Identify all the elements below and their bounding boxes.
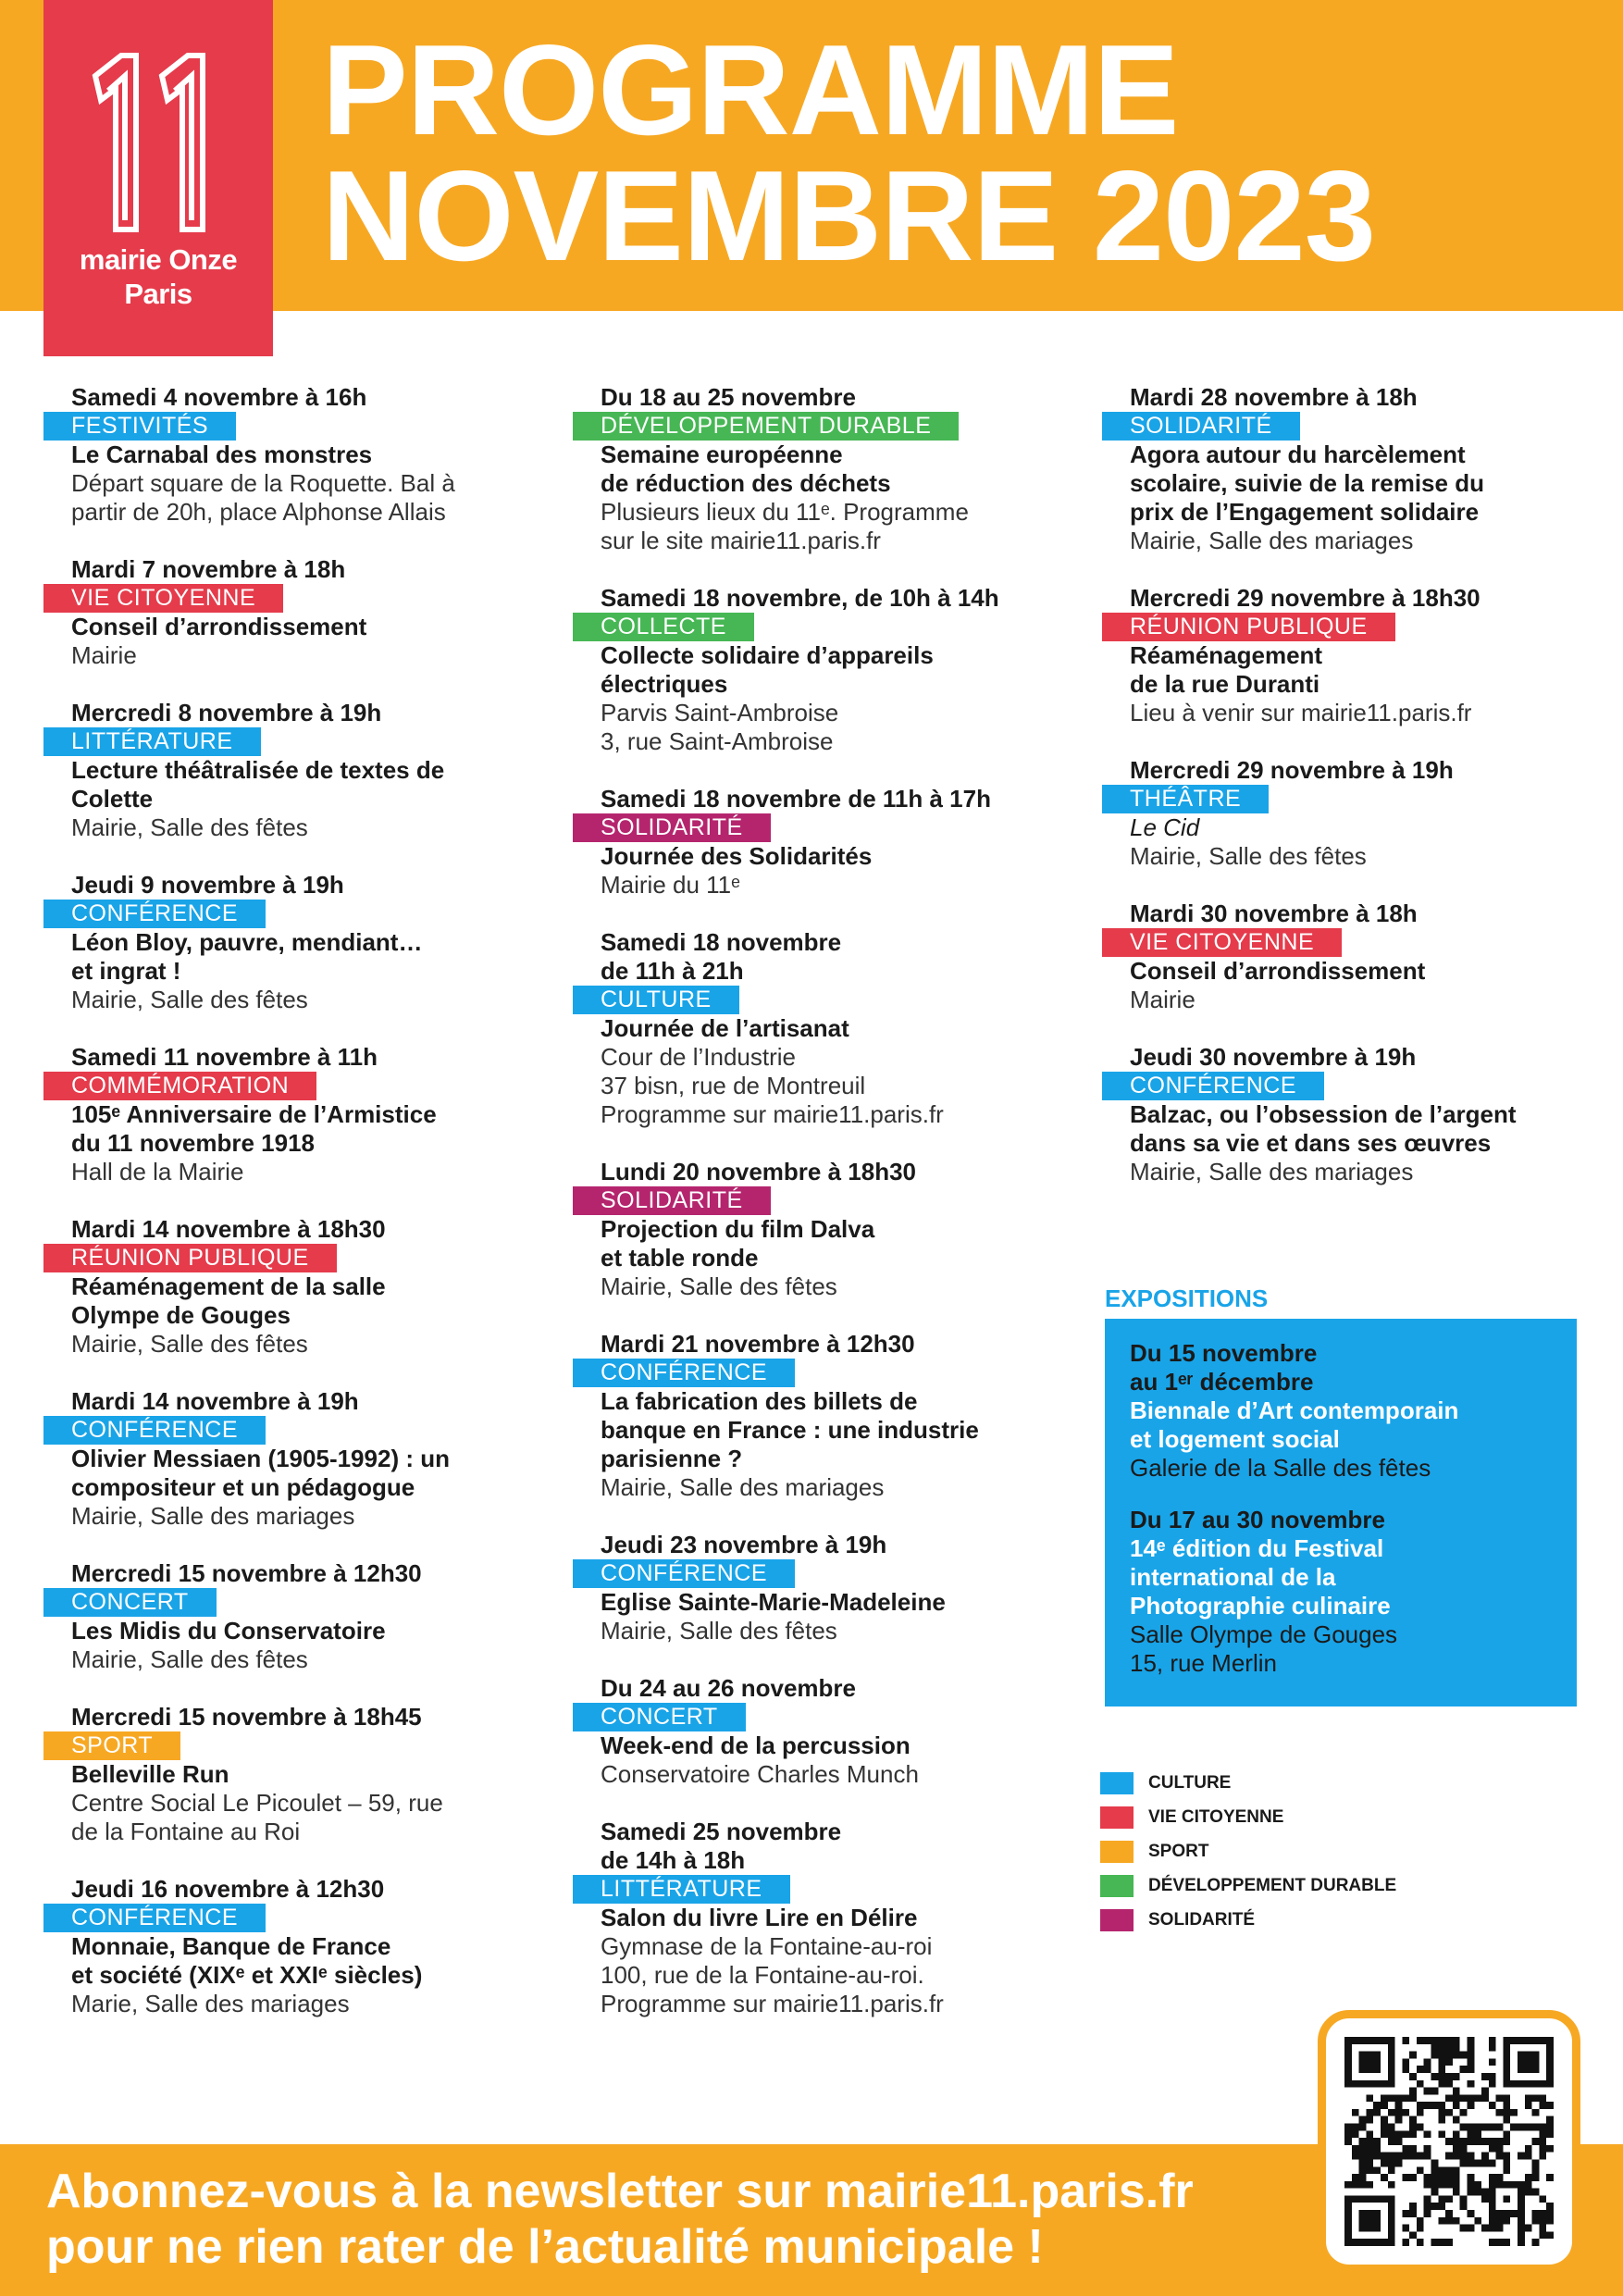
event-place: Cour de l’Industrie bbox=[601, 1043, 796, 1071]
event-place: Marie, Salle des mariages bbox=[71, 1990, 350, 2017]
exposition-date: Du 15 novembre bbox=[1130, 1339, 1318, 1367]
exposition-date: au 1ᵉʳ décembre bbox=[1130, 1368, 1314, 1396]
event-date: Samedi 18 novembre de 11h à 17h bbox=[601, 785, 991, 813]
event-item bbox=[71, 1875, 589, 2018]
newsletter-line-1: Abonnez-vous à la newsletter sur mairie11.paris.fr bbox=[46, 2165, 1194, 2218]
legend-swatch bbox=[1100, 1909, 1134, 1931]
event-place: Mairie du 11ᵉ bbox=[601, 871, 740, 899]
event-place: 100, rue de la Fontaine-au-roi. bbox=[601, 1961, 924, 1989]
mairie-logo bbox=[43, 0, 273, 356]
event-item bbox=[71, 1703, 589, 1846]
exposition-item bbox=[1130, 1506, 1552, 1678]
event-place: partir de 20h, place Alphonse Allais bbox=[71, 498, 446, 526]
category-tag: SOLIDARITÉ bbox=[573, 1186, 771, 1215]
category-tag: THÉÂTRE bbox=[1102, 785, 1269, 813]
event-title: Colette bbox=[71, 785, 154, 813]
legend-swatch bbox=[1100, 1772, 1134, 1794]
event-title: Le Cid bbox=[1130, 813, 1200, 841]
newsletter-text[interactable] bbox=[46, 2164, 1194, 2275]
event-title: banque en France : une industrie bbox=[601, 1416, 979, 1444]
event-item bbox=[71, 555, 589, 670]
event-date: Samedi 18 novembre bbox=[601, 928, 842, 956]
event-place: de la Fontaine au Roi bbox=[71, 1818, 301, 1845]
legend-label: CULTURE bbox=[1148, 1772, 1232, 1793]
category-tag: CONFÉRENCE bbox=[43, 900, 266, 928]
expositions-box bbox=[1105, 1319, 1577, 1706]
event-place: 3, rue Saint-Ambroise bbox=[601, 727, 834, 755]
category-tag: CULTURE bbox=[573, 986, 739, 1014]
event-item bbox=[601, 1674, 1119, 1789]
event-item bbox=[601, 785, 1119, 900]
event-item bbox=[601, 1531, 1119, 1645]
event-title: Belleville Run bbox=[71, 1760, 229, 1788]
event-title: et table ronde bbox=[601, 1244, 759, 1272]
event-place: Mairie, Salle des fêtes bbox=[601, 1617, 837, 1644]
event-date: Jeudi 30 novembre à 19h bbox=[1130, 1043, 1417, 1071]
legend-label: VIE CITOYENNE bbox=[1148, 1806, 1284, 1827]
logo-11-icon bbox=[90, 48, 229, 233]
events-column-3 bbox=[1130, 383, 1623, 1215]
event-date: Mardi 14 novembre à 19h bbox=[71, 1387, 359, 1415]
exposition-place: 15, rue Merlin bbox=[1130, 1649, 1277, 1677]
event-title: Week-end de la percussion bbox=[601, 1731, 911, 1759]
event-place: Mairie, Salle des mariages bbox=[71, 1502, 355, 1530]
event-date: Jeudi 23 novembre à 19h bbox=[601, 1531, 887, 1558]
event-date: Samedi 4 novembre à 16h bbox=[71, 383, 367, 411]
event-title: et ingrat ! bbox=[71, 957, 181, 985]
exposition-title: international de la bbox=[1130, 1563, 1336, 1591]
category-tag: VIE CITOYENNE bbox=[43, 584, 283, 613]
logo-line-1: mairie Onze bbox=[79, 243, 238, 276]
title-line-1: PROGRAMME bbox=[322, 19, 1179, 162]
event-title: Les Midis du Conservatoire bbox=[71, 1617, 386, 1644]
event-place: Hall de la Mairie bbox=[71, 1158, 244, 1185]
category-tag: SPORT bbox=[43, 1731, 180, 1760]
event-title: Eglise Sainte-Marie-Madeleine bbox=[601, 1588, 946, 1616]
exposition-date: Du 17 au 30 novembre bbox=[1130, 1506, 1385, 1533]
event-title: Le Carnabal des monstres bbox=[71, 441, 373, 468]
event-place: Mairie, Salle des fêtes bbox=[71, 1645, 308, 1673]
events-column-1 bbox=[71, 383, 589, 2047]
event-title: Collecte solidaire d’appareils bbox=[601, 641, 934, 669]
event-place: Mairie, Salle des fêtes bbox=[71, 813, 308, 841]
category-tag: SOLIDARITÉ bbox=[573, 813, 771, 842]
exposition-place: Galerie de la Salle des fêtes bbox=[1130, 1454, 1431, 1482]
event-date: Mercredi 15 novembre à 18h45 bbox=[71, 1703, 422, 1731]
event-title: compositeur et un pédagogue bbox=[71, 1473, 415, 1501]
event-date: Mardi 7 novembre à 18h bbox=[71, 555, 346, 583]
event-item bbox=[601, 1158, 1119, 1301]
newsletter-line-2: pour ne rien rater de l’actualité municipale ! bbox=[46, 2220, 1044, 2274]
event-item bbox=[601, 1330, 1119, 1502]
events-column-2 bbox=[601, 383, 1119, 2047]
event-date: Mercredi 8 novembre à 19h bbox=[71, 699, 382, 726]
event-date: Lundi 20 novembre à 18h30 bbox=[601, 1158, 917, 1185]
event-date: Jeudi 9 novembre à 19h bbox=[71, 871, 344, 899]
event-item bbox=[1130, 900, 1623, 1014]
category-tag: CONFÉRENCE bbox=[1102, 1072, 1324, 1100]
event-place: Mairie, Salle des fêtes bbox=[1130, 842, 1367, 870]
event-date: Samedi 18 novembre, de 10h à 14h bbox=[601, 584, 999, 612]
event-place: Mairie, Salle des fêtes bbox=[71, 986, 308, 1013]
event-place: Plusieurs lieux du 11ᵉ. Programme bbox=[601, 498, 969, 526]
legend-label: SPORT bbox=[1148, 1841, 1209, 1861]
event-place: Mairie bbox=[71, 641, 137, 669]
category-tag: CONFÉRENCE bbox=[573, 1359, 795, 1387]
page-title bbox=[322, 19, 1376, 288]
category-tag: LITTÉRATURE bbox=[573, 1875, 790, 1904]
legend-item bbox=[1100, 1834, 1396, 1868]
legend-label: DÉVELOPPEMENT DURABLE bbox=[1148, 1875, 1397, 1895]
event-title: Conseil d’arrondissement bbox=[1130, 957, 1426, 985]
event-title: Balzac, ou l’obsession de l’argent bbox=[1130, 1100, 1517, 1128]
event-item bbox=[71, 1215, 589, 1359]
event-title: Salon du livre Lire en Délire bbox=[601, 1904, 918, 1931]
event-title: de réduction des déchets bbox=[601, 469, 891, 497]
event-title: La fabrication des billets de bbox=[601, 1387, 918, 1415]
event-title: et société (XIXᵉ et XXIᵉ siècles) bbox=[71, 1961, 423, 1989]
category-tag: CONFÉRENCE bbox=[43, 1416, 266, 1445]
event-date: Samedi 25 novembre bbox=[601, 1818, 842, 1845]
event-title: Conseil d’arrondissement bbox=[71, 613, 367, 640]
legend-item bbox=[1100, 1800, 1396, 1834]
event-place: Mairie, Salle des fêtes bbox=[601, 1272, 837, 1300]
event-date: Du 24 au 26 novembre bbox=[601, 1674, 856, 1702]
category-tag: COLLECTE bbox=[573, 613, 754, 641]
event-place: Conservatoire Charles Munch bbox=[601, 1760, 919, 1788]
event-item bbox=[601, 584, 1119, 756]
qr-code-icon bbox=[1344, 2037, 1554, 2246]
event-title: 105ᵉ Anniversaire de l’Armistice bbox=[71, 1100, 437, 1128]
event-date: Mercredi 15 novembre à 12h30 bbox=[71, 1559, 422, 1587]
event-title: Journée de l’artisanat bbox=[601, 1014, 849, 1042]
event-title: Réaménagement bbox=[1130, 641, 1323, 669]
event-place: Programme sur mairie11.paris.fr bbox=[601, 1100, 944, 1128]
event-place: Mairie, Salle des mariages bbox=[1130, 527, 1414, 554]
event-item bbox=[1130, 1043, 1623, 1186]
title-line-2: NOVEMBRE 2023 bbox=[322, 144, 1376, 288]
event-date: Mardi 14 novembre à 18h30 bbox=[71, 1215, 386, 1243]
exposition-title: Photographie culinaire bbox=[1130, 1592, 1391, 1620]
event-date: Samedi 11 novembre à 11h bbox=[71, 1043, 378, 1071]
event-place: Centre Social Le Picoulet – 59, rue bbox=[71, 1789, 443, 1817]
legend-swatch bbox=[1100, 1841, 1134, 1863]
category-tag: RÉUNION PUBLIQUE bbox=[43, 1244, 337, 1272]
event-item bbox=[601, 928, 1119, 1129]
event-title: de la rue Duranti bbox=[1130, 670, 1320, 698]
event-date: Mardi 21 novembre à 12h30 bbox=[601, 1330, 915, 1358]
event-title: Olympe de Gouges bbox=[71, 1301, 291, 1329]
event-place: Mairie bbox=[1130, 986, 1196, 1013]
category-tag: CONFÉRENCE bbox=[573, 1559, 795, 1588]
category-tag: LITTÉRATURE bbox=[43, 727, 261, 756]
category-tag: DÉVELOPPEMENT DURABLE bbox=[573, 412, 959, 441]
event-item bbox=[71, 871, 589, 1014]
event-item bbox=[1130, 383, 1623, 555]
event-title: parisienne ? bbox=[601, 1445, 743, 1472]
event-title: prix de l’Engagement solidaire bbox=[1130, 498, 1480, 526]
event-title: Réaménagement de la salle bbox=[71, 1272, 386, 1300]
legend-swatch bbox=[1100, 1806, 1134, 1829]
event-place: Mairie, Salle des fêtes bbox=[71, 1330, 308, 1358]
logo-text bbox=[43, 242, 273, 311]
event-title: dans sa vie et dans ses œuvres bbox=[1130, 1129, 1492, 1157]
legend-item bbox=[1100, 1766, 1396, 1800]
category-tag: SOLIDARITÉ bbox=[1102, 412, 1300, 441]
category-tag: VIE CITOYENNE bbox=[1102, 928, 1342, 957]
category-tag: COMMÉMORATION bbox=[43, 1072, 316, 1100]
event-date: Du 18 au 25 novembre bbox=[601, 383, 856, 411]
event-place: Mairie, Salle des mariages bbox=[1130, 1158, 1414, 1185]
legend-item bbox=[1100, 1903, 1396, 1937]
event-date-cont: de 14h à 18h bbox=[601, 1846, 746, 1874]
event-place: sur le site mairie11.paris.fr bbox=[601, 527, 881, 554]
legend-item bbox=[1100, 1868, 1396, 1903]
qr-code[interactable] bbox=[1318, 2010, 1580, 2273]
event-item bbox=[71, 1559, 589, 1674]
event-date: Jeudi 16 novembre à 12h30 bbox=[71, 1875, 385, 1903]
event-item bbox=[1130, 756, 1623, 871]
expositions-heading: EXPOSITIONS bbox=[1105, 1285, 1269, 1312]
exposition-title: 14ᵉ édition du Festival bbox=[1130, 1534, 1384, 1562]
event-item bbox=[1130, 584, 1623, 727]
event-place: Gymnase de la Fontaine-au-roi bbox=[601, 1932, 933, 1960]
exposition-place: Salle Olympe de Gouges bbox=[1130, 1620, 1398, 1648]
event-place: Parvis Saint-Ambroise bbox=[601, 699, 839, 726]
event-title: Agora autour du harcèlement bbox=[1130, 441, 1466, 468]
category-tag: CONCERT bbox=[43, 1588, 217, 1617]
event-title: Lecture théâtralisée de textes de bbox=[71, 756, 445, 784]
event-place: Mairie, Salle des mariages bbox=[601, 1473, 885, 1501]
event-place: 37 bisn, rue de Montreuil bbox=[601, 1072, 866, 1099]
category-tag: CONFÉRENCE bbox=[43, 1904, 266, 1932]
event-title: Projection du film Dalva bbox=[601, 1215, 875, 1243]
event-title: Semaine européenne bbox=[601, 441, 843, 468]
event-item bbox=[71, 1387, 589, 1531]
event-title: scolaire, suivie de la remise du bbox=[1130, 469, 1484, 497]
event-title: électriques bbox=[601, 670, 728, 698]
event-date: Mardi 28 novembre à 18h bbox=[1130, 383, 1418, 411]
event-date: Mercredi 29 novembre à 18h30 bbox=[1130, 584, 1481, 612]
category-legend bbox=[1100, 1766, 1396, 1937]
event-item bbox=[71, 699, 589, 842]
legend-swatch bbox=[1100, 1875, 1134, 1897]
category-tag: RÉUNION PUBLIQUE bbox=[1102, 613, 1395, 641]
event-item bbox=[71, 383, 589, 527]
event-item bbox=[601, 1818, 1119, 2018]
logo-line-2: Paris bbox=[124, 278, 192, 310]
event-item bbox=[71, 1043, 589, 1186]
exposition-title: Biennale d’Art contemporain bbox=[1130, 1396, 1459, 1424]
event-title: du 11 novembre 1918 bbox=[71, 1129, 316, 1157]
category-tag: CONCERT bbox=[573, 1703, 746, 1731]
event-place: Départ square de la Roquette. Bal à bbox=[71, 469, 455, 497]
event-date-cont: de 11h à 21h bbox=[601, 957, 744, 985]
event-title: Olivier Messiaen (1905-1992) : un bbox=[71, 1445, 450, 1472]
event-date: Mercredi 29 novembre à 19h bbox=[1130, 756, 1454, 784]
event-date: Mardi 30 novembre à 18h bbox=[1130, 900, 1418, 927]
category-tag: FESTIVITÉS bbox=[43, 412, 236, 441]
event-place: Lieu à venir sur mairie11.paris.fr bbox=[1130, 699, 1472, 726]
exposition-title: et logement social bbox=[1130, 1425, 1340, 1453]
event-title: Monnaie, Banque de France bbox=[71, 1932, 391, 1960]
legend-label: SOLIDARITÉ bbox=[1148, 1909, 1256, 1930]
event-title: Léon Bloy, pauvre, mendiant… bbox=[71, 928, 423, 956]
exposition-item bbox=[1130, 1339, 1552, 1483]
event-item bbox=[601, 383, 1119, 555]
event-place: Programme sur mairie11.paris.fr bbox=[601, 1990, 944, 2017]
event-title: Journée des Solidarités bbox=[601, 842, 873, 870]
